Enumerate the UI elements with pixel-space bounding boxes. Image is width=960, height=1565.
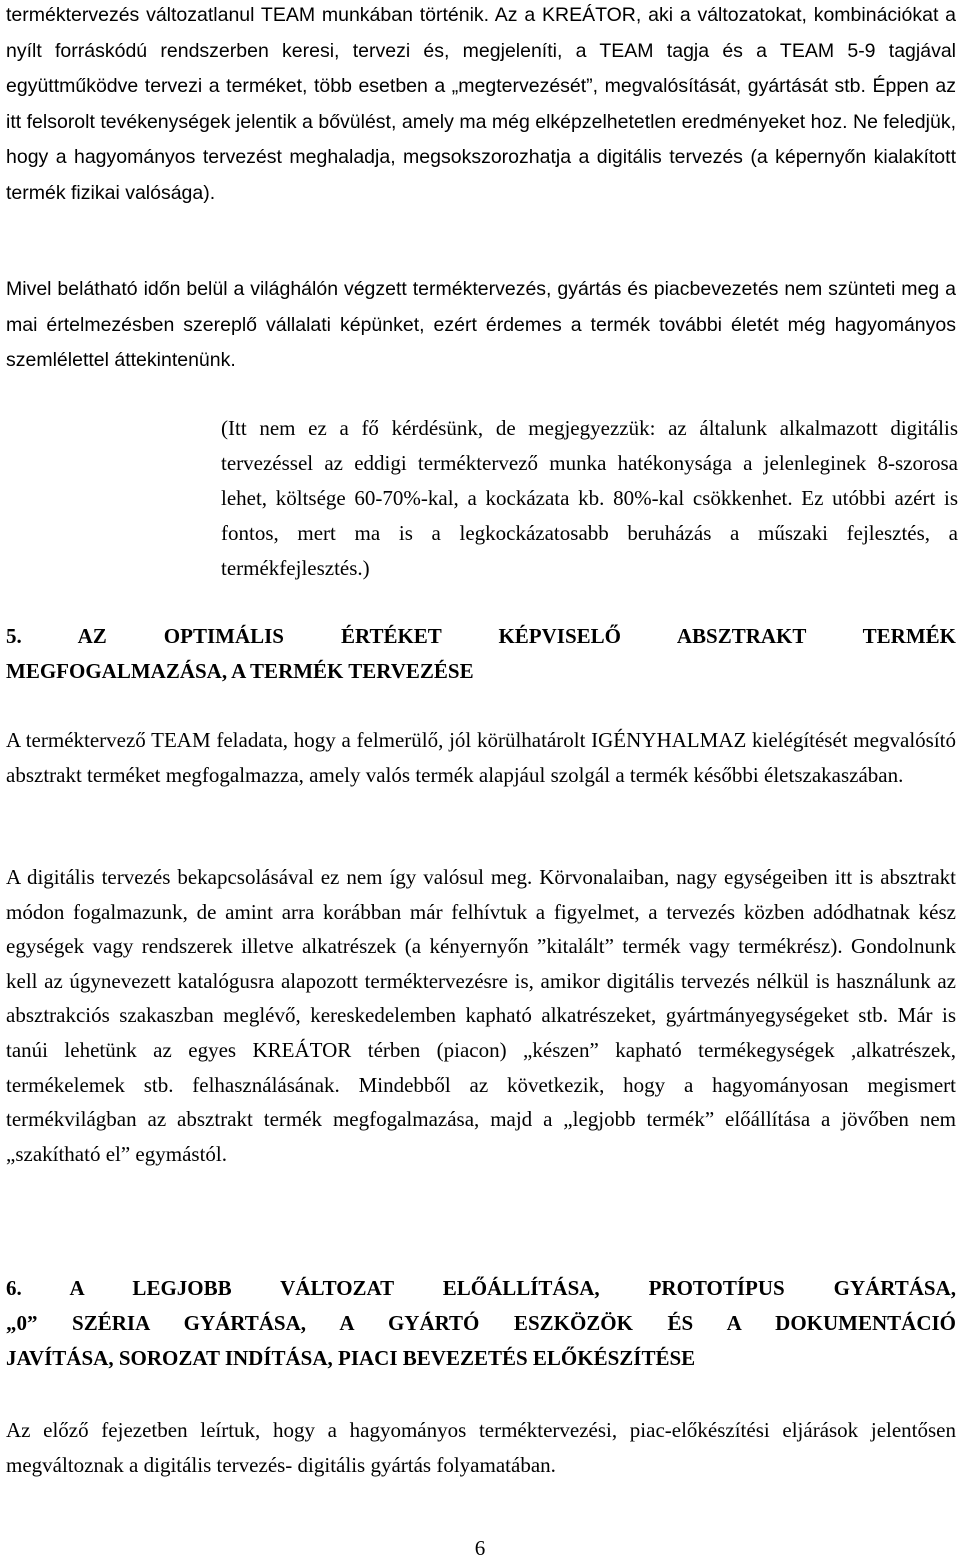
- section-heading-6-line-2: „0” SZÉRIA GYÁRTÁSA, A GYÁRTÓ ESZKÖZÖK ÉS A DOKUMENTÁCIÓ: [6, 1311, 956, 1335]
- paragraph-digital-design: A digitális tervezés bekapcsolásával ez nem így valósul meg. Körvonalaiban, nagy egységeiben itt is absztrakt módon fogalmazunk, de amint arra korábban már felhívtuk a figyelmet, a tervezés közben adódhatnak kész egységek vagy rendszerek illetve alkatrészek (a kényernyőn ”kitalált” termék vagy termékrész). Gondolnunk kell az úgynevezett katalógusra alapozott terméktervezésre is, amikor digitális tervezés nélkül is használunk az absztrakciós szakaszban meglévő, kereskedelemben kapható alkatrészeket, gyártmányegységeket stb. Már is tanúi lehetünk az egyes KREÁTOR térben (piacon) „készen” kapható termékegységek ,alkatrészek, termékelemek stb. felhasználásának. Mindebből az következik, hogy a hagyományosan megismert termékvilágban az absztrakt termék megfogalmazása, majd a „legjobb termék” előállítása a jövőben nem „szakítható el” egymástól.: [6, 865, 956, 1166]
- paragraph-previous-chapter: Az előző fejezetben leírtuk, hogy a hagyományos terméktervezési, piac-előkészítési eljárások jelentősen megváltoznak a digitális tervezés- digitális gyártás folyamatában.: [6, 1418, 956, 1477]
- paragraph-team-task: A terméktervező TEAM feladata, hogy a felmerülő, jól körülhatárolt IGÉNYHALMAZ kielégítését megvalósító absztrakt terméket megfogalmazza, amely valós termék alapjául szolgál a termék későbbi életszakaszában.: [6, 728, 956, 787]
- paragraph-team-creator: terméktervezés változatlanul TEAM munkában történik. Az a KREÁTOR, aki a változatokat, kombinációkat a nyílt forráskódú rendszerben keresi, tervezi és, megjeleníti, a TEAM tagja és a TEAM 5-9 tagjával együttműködve tervezi a terméket, több esetben a „megtervezését”, megvalósítását, gyártását stb. Éppen az itt felsorolt tevékenységek jelentik a bővülést, amely ma még elképzelhetetlen eredményeket hoz. Ne feledjük, hogy a hagyományos tervezést meghaladja, megsokszorozhatja a digitális tervezés (a képernyőn kialakított termék fizikai valósága).: [6, 4, 956, 204]
- paragraph-digital-design-note: (Itt nem ez a fő kérdésünk, de megjegyezzük: az általunk alkalmazott digitális tervezéssel az eddigi terméktervező munka hatékonysága a jelenleginek 8-szorosa lehet, költsége 60-70%-kal, a kockázata kb. 80%-kal csökkenhet. Ez utóbbi azért is fontos, mert ma is a legkockázatosabb beruházás a műszaki fejlesztés, a termékfejlesztés.): [221, 416, 958, 580]
- section-heading-5-line-1: 5. AZ OPTIMÁLIS ÉRTÉKET KÉPVISELŐ ABSZTRAKT TERMÉK: [6, 624, 956, 648]
- section-heading-6: [6, 1271, 956, 1376]
- page-number: 6: [474, 1536, 486, 1560]
- section-heading-5-line-2: MEGFOGALMAZÁSA, A TERMÉK TERVEZÉSE: [6, 659, 474, 683]
- section-heading-6-line-3: JAVÍTÁSA, SOROZAT INDÍTÁSA, PIACI BEVEZETÉS ELŐKÉSZÍTÉSE: [6, 1346, 696, 1370]
- section-heading-6-line-1: 6. A LEGJOBB VÁLTOZAT ELŐÁLLÍTÁSA, PROTOTÍPUS GYÁRTÁSA,: [6, 1276, 956, 1300]
- paragraph-traditional-view: Mivel belátható időn belül a világhálón végzett terméktervezés, gyártás és piacbevezetés nem szünteti meg a mai értelmezésben szereplő vállalati képünket, ezért érdemes a termék további életét még hagyományos szemlélettel áttekintenünk.: [6, 278, 956, 372]
- section-heading-5: [6, 619, 956, 689]
